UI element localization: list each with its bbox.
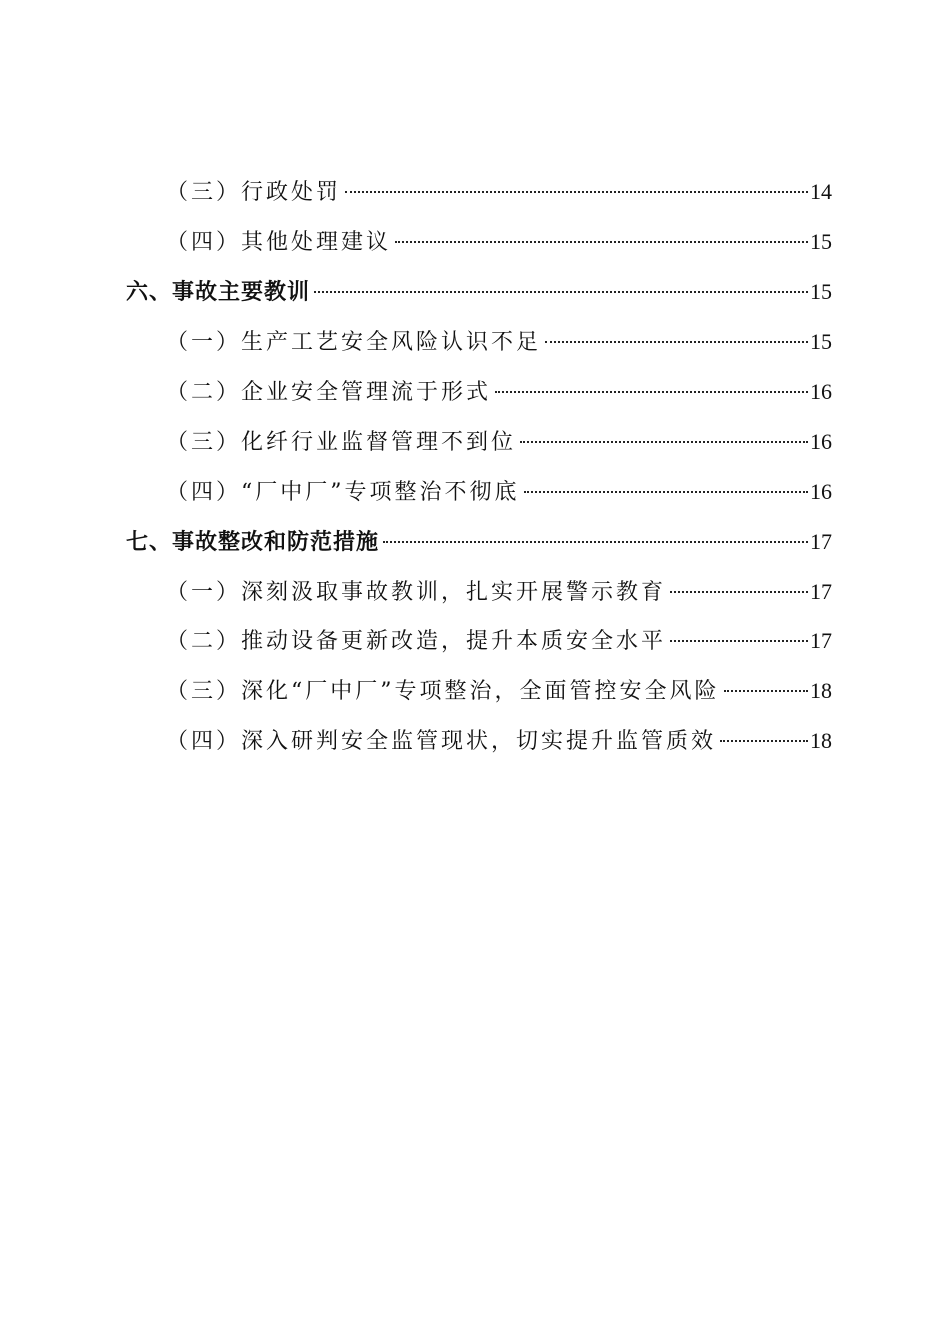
- toc-page-number: 16: [810, 429, 832, 454]
- toc-section-6-lessons[interactable]: [126, 277, 832, 307]
- dot-leader: [670, 640, 808, 642]
- toc-section-title: 六、事故主要教训: [126, 280, 311, 305]
- toc-entry-title: （四）其他处理建议: [166, 230, 392, 255]
- toc-entry-management-formality[interactable]: [166, 377, 832, 407]
- dot-leader: [395, 241, 808, 243]
- dot-leader: [524, 491, 809, 493]
- toc-section-title: 七、事故整改和防范措施: [126, 530, 380, 555]
- dot-leader: [670, 591, 808, 593]
- dot-leader: [495, 391, 808, 393]
- toc-page-number: 17: [810, 529, 832, 554]
- toc-entry-title: （四）深入研判安全监管现状，切实提升监管质效: [166, 729, 717, 754]
- toc-entry-risk-awareness[interactable]: [166, 327, 832, 357]
- toc-page-number: 14: [810, 179, 832, 204]
- toc-page-number: 18: [810, 728, 832, 753]
- dot-leader: [345, 191, 808, 193]
- toc-entry-title: （三）化纤行业监督管理不到位: [166, 430, 517, 455]
- toc-page-number: 16: [810, 479, 832, 504]
- toc-page-number: 15: [810, 229, 832, 254]
- toc-entry-supervision-efficiency[interactable]: [166, 726, 832, 756]
- toc-entry-title: （一）深刻汲取事故教训，扎实开展警示教育: [166, 580, 667, 605]
- toc-entry-industry-supervision[interactable]: [166, 427, 832, 457]
- toc-page-number: 16: [810, 379, 832, 404]
- dot-leader: [720, 740, 808, 742]
- toc-section-7-measures[interactable]: [126, 527, 832, 557]
- toc-entry-title: （二）推动设备更新改造，提升本质安全水平: [166, 629, 667, 654]
- toc-entry-factory-rectification[interactable]: [166, 477, 832, 507]
- toc-entry-title: （四）“厂中厂”专项整治不彻底: [166, 480, 520, 505]
- dot-leader: [314, 291, 808, 293]
- toc-page-number: 17: [810, 579, 832, 604]
- toc-entry-title: （二）企业安全管理流于形式: [166, 380, 492, 405]
- dot-leader: [520, 441, 808, 443]
- toc-entry-risk-control[interactable]: [166, 676, 832, 706]
- dot-leader: [545, 341, 808, 343]
- toc-entry-title: （一）生产工艺安全风险认识不足: [166, 330, 542, 355]
- toc-entry-other-suggestions[interactable]: [166, 227, 832, 257]
- toc-page-number: 17: [810, 628, 832, 653]
- dot-leader: [383, 541, 808, 543]
- toc-entry-equipment-upgrade[interactable]: [166, 626, 832, 656]
- toc-entry-title: （三）深化“厂中厂”专项整治，全面管控安全风险: [166, 679, 720, 704]
- toc-page-number: 18: [810, 678, 832, 703]
- toc-entry-administrative-penalty[interactable]: [166, 177, 832, 207]
- toc-entry-warning-education[interactable]: [166, 577, 832, 607]
- toc-page-number: 15: [810, 279, 832, 304]
- dot-leader: [724, 690, 809, 692]
- toc-page-number: 15: [810, 329, 832, 354]
- toc-entry-title: （三）行政处罚: [166, 180, 342, 205]
